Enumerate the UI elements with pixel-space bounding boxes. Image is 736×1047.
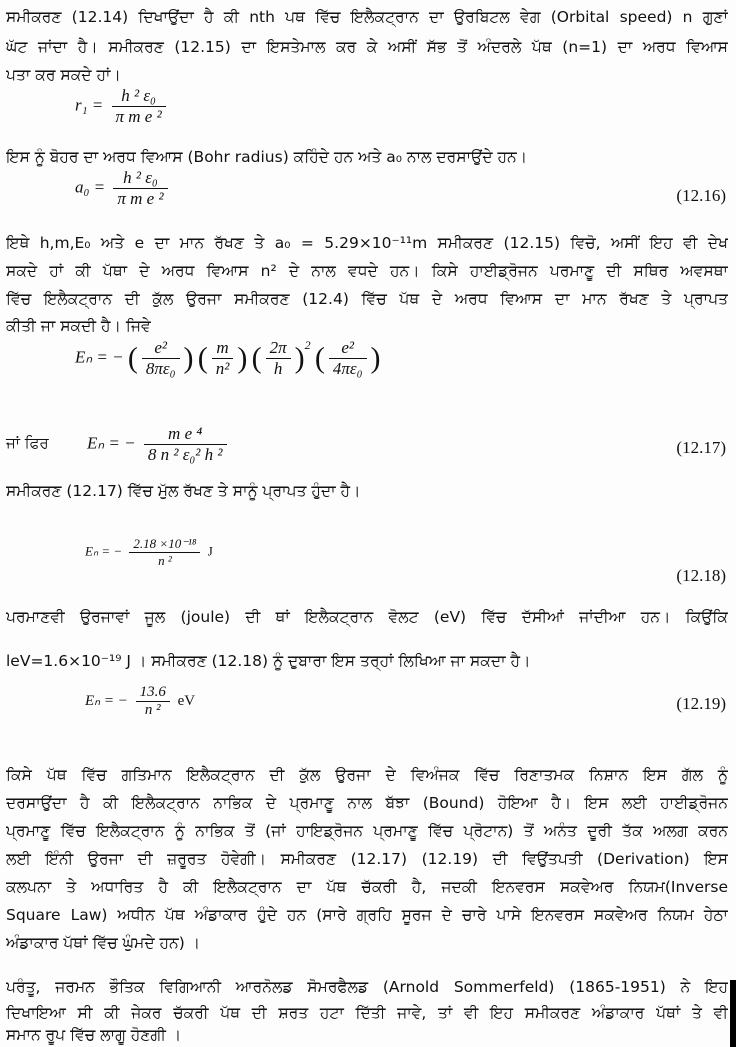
fraction-numerator: 2π	[266, 338, 291, 359]
equation-number-12-17: (12.17)	[676, 438, 726, 457]
fraction-denominator: 8πε₀	[145, 359, 176, 378]
equation-lhs: r₁ =	[75, 95, 104, 115]
equation-a0	[75, 168, 172, 209]
fraction-numerator: h ² ε₀	[112, 86, 166, 107]
fraction-denominator: n ²	[144, 702, 161, 718]
page-edge-shadow	[730, 980, 736, 1047]
equation-en-12-17	[6, 424, 231, 465]
fraction	[266, 338, 291, 379]
equation-lhs: Eₙ = −	[86, 433, 136, 453]
equation-number-12-19: (12.19)	[676, 694, 726, 713]
fraction-numerator: 13.6	[136, 684, 170, 702]
equation-lhs: a₀ =	[75, 177, 106, 197]
paragraph-line-7: ਕੀਤੀ ਜਾ ਸਕਦੀ ਹੈ। ਜਿਵੇ	[6, 317, 151, 335]
paragraph-line-9: ਪਰਮਾਣਵੀ ਉਰਜਾਵਾਂ ਜੂਲ (joule) ਦੀ ਥਾਂ ਇਲੈਕਟ੍ਰਾਨ ਵੋਲਟ (eV) ਵਿੱਚ ਦੱਸੀਆਂ ਜਾਂਦੀਆ ਹਨ। ਕਿਉਂਕਿ	[6, 608, 728, 626]
fraction-denominator: n ²	[158, 553, 172, 568]
fraction	[212, 338, 234, 379]
equation-lhs: Eₙ = −	[75, 347, 124, 367]
fraction	[112, 86, 166, 127]
fraction-denominator: 4πε₀	[332, 359, 363, 378]
fraction-denominator: n²	[215, 359, 230, 378]
fraction	[136, 684, 170, 719]
fraction-denominator: π m e ²	[115, 107, 162, 126]
paragraph-line-4: ਇਥੇ h,m,E₀ ਅਤੇ e ਦਾ ਮਾਨ ਰੱਖਣ ਤੇ a₀ = 5.29×10⁻¹¹m ਸਮੀਕਰਣ (12.15) ਵਿਚੋ, ਅਸੀਂ ਇਹ ਵੀ ਦੇਖ	[6, 234, 728, 252]
paragraph-line-17: ਅੰਡਾਕਾਰ ਪੱਥਾਂ ਵਿੱਚ ਘੁੰਮਦੇ ਹਨ) ।	[6, 934, 201, 952]
paragraph-line-6: ਵਿੱਚ ਇਲੈਕਟ੍ਰਾਨ ਦੀ ਕੁੱਲ ਉਰਜਾ ਸਮੀਕਰਣ (12.4) ਵਿੱਚ ਪੱਥ ਦੇ ਅਰਧ ਵਿਆਸ ਦਾ ਮਾਨ ਰੱਖਣ ਤੇ ਪ੍ਰਾਪਤ	[6, 290, 728, 308]
fraction-denominator: h	[273, 359, 283, 378]
paragraph-line-5: ਸਕਦੇ ਹਾਂ ਕੀ ਪੱਥਾ ਦੇ ਅਰਧ ਵਿਆਸ n² ਦੇ ਨਾਲ ਵਧਦੇ ਹਨ। ਕਿਸੇ ਹਾਈਡ੍ਰੋਜਨ ਪਰਮਾਣੂ ਦੀ ਸਥਿਰ ਅਵਸਥਾ	[6, 262, 728, 280]
fraction	[329, 338, 367, 379]
fraction-numerator: e²	[329, 338, 367, 359]
paragraph-line-14: ਲਈ ਇੰਨੀ ਉਰਜਾ ਦੀ ਜ਼ਰੂਰਤ ਹੋਵੇਗੀ। ਸਮੀਕਰਣ (12.17) (12.19) ਦੀ ਵਿਉਂਤਪਤੀ (Derivation) ਇਸ	[6, 850, 728, 868]
paragraph-line-18: ਪਰੰਤੂ, ਜਰਮਨ ਭੌਤਿਕ ਵਿਗਿਆਨੀ ਆਰਨੋਲਡ ਸੋਮਰਫੈਲਡ (Arnold Sommerfeld) (1865-1951) ਨੇ ਇਹ	[6, 978, 728, 996]
paragraph-line-20: ਸਮਾਨ ਰੂਪ ਵਿੱਚ ਲਾਗੂ ਹੋਣਗੀ ।	[6, 1026, 182, 1044]
unit-label: eV	[177, 692, 196, 709]
paragraph-line-11: ਕਿਸੇ ਪੱਥ ਵਿੱਚ ਗਤਿਮਾਨ ਇਲੈਕਟ੍ਰਾਨ ਦੀ ਕੁੱਲ ਉਰਜਾ ਦੇ ਵਿਅੰਜਕ ਵਿੱਚ ਰਿਣਾਤਮਕ ਨਿਸ਼ਾਨ ਇਸ ਗੱਲ ਨੂੰ	[6, 766, 728, 784]
paragraph-line-2: ਘੱਟ ਜਾਂਦਾ ਹੈ। ਸਮੀਕਰਣ (12.15) ਦਾ ਇਸਤੇਮਾਲ ਕਰ ਕੇ ਅਸੀਂ ਸੱਭ ਤੋਂ ਅੰਦਰਲੇ ਪੱਥ (n=1) ਦਾ ਅਰਧ ਵਿਆਸ	[6, 38, 728, 56]
paragraph-line-bohr-radius: ਇਸ ਨੂੰ ਬੋਹਰ ਦਾ ਅਰਧ ਵਿਆਸ (Bohr radius) ਕਹਿੰਦੇ ਹਨ ਅਤੇ a₀ ਨਾਲ ਦਰਸਾਉਂਦੇ ਹਨ।	[6, 148, 528, 166]
fraction-denominator: 8 n ² ε₀² h ²	[147, 445, 223, 464]
fraction-numerator: e²	[142, 338, 180, 359]
equation-en-joule	[85, 536, 213, 569]
fraction	[129, 536, 200, 569]
paragraph-line-13: ਪ੍ਰਮਾਣੂ ਵਿੱਚ ਇਲੈਕਟ੍ਰਾਨ ਨੂੰ ਨਾਭਿਕ ਤੋਂ (ਜਾਂ ਹਾਇਡ੍ਰੋਜਨ ਪ੍ਰਮਾਣੂ ਵਿੱਚ ਪ੍ਰੋਟਾਨ) ਤੋਂ ਅਨੰਤ ਦੂਰੀ ਤੱਕ ਅਲਗ ਕਰਨ	[6, 822, 728, 840]
equation-prefix: ਜਾਂ ਫਿਰ	[6, 434, 49, 453]
paragraph-line-3: ਪਤਾ ਕਰ ਸਕਦੇ ਹਾਂ।	[6, 66, 121, 84]
unit-label: J	[207, 543, 213, 559]
fraction	[113, 168, 167, 209]
paragraph-line-15: ਕਲਪਨਾ ਤੇ ਅਧਾਰਿਤ ਹੈ ਕੀ ਇਲੈਕਟ੍ਰਾਨ ਦਾ ਪੱਥ ਚੱਕਰੀ ਹੈ, ਜਦਕੀ ਇਨਵਰਸ ਸਕਵੇਅਰ ਨਿਯਮ(Inverse	[6, 878, 728, 896]
paragraph-line-1: ਸਮੀਕਰਣ (12.14) ਦਿਖਾਉਂਦਾ ਹੈ ਕੀ nth ਪਥ ਵਿੱਚ ਇਲੈਕਟ੍ਰਾਨ ਦਾ ਉਰਬਿਟਲ ਵੇਗ (Orbital speed) n ਗੁਣਾਂ	[6, 8, 728, 26]
fraction-numerator: h ² ε₀	[113, 168, 167, 189]
paragraph-line-16: Square Law) ਅਧੀਨ ਪੱਥ ਅੰਡਾਕਾਰ ਹੁੰਦੇ ਹਨ (ਸਾਰੇ ਗ੍ਰਹਿ ਸੂਰਜ ਦੇ ਚਾਰੇ ਪਾਸੇ ਇਨਵਰਸ ਸਕਵੇਅਰ ਨਿਯਮ ਹੇਠਾ	[6, 906, 728, 924]
paragraph-line-19: ਦਿਖਾਇਆ ਸੀ ਕੀ ਜੇਕਰ ਚੱਕਰੀ ਪੱਥ ਦੀ ਸ਼ਰਤ ਹਟਾ ਦਿੱਤੀ ਜਾਵੇ, ਤਾਂ ਵੀ ਇਹ ਸਮੀਕਰਣ ਅੰਡਾਕਾਰ ਪੱਥਾਂ ਤੇ ਵੀ	[6, 1004, 728, 1022]
fraction-numerator: m	[212, 338, 234, 359]
exponent: 2	[304, 338, 311, 352]
paragraph-line-10: leV=1.6×10⁻¹⁹ J । ਸਮੀਕਰਣ (12.18) ਨੂੰ ਦੁਬਾਰਾ ਇਸ ਤਰ੍ਹਾਂ ਲਿਖਿਆ ਜਾ ਸਕਦਾ ਹੈ।	[6, 652, 531, 670]
equation-en-ev	[85, 684, 195, 719]
fraction-numerator: m e ⁴	[144, 424, 227, 445]
equation-lhs: Eₙ = −	[85, 543, 123, 559]
fraction	[144, 424, 227, 465]
fraction-numerator: 2.18 ×10⁻¹⁸	[129, 536, 200, 553]
equation-number-12-18: (12.18)	[676, 566, 726, 585]
equation-en-full: Eₙ = − ( $\frac{\text{e²}}{\text{8πε₀}}$ ) ( $\frac{m}{\text{n²}}$ ) ( $\frac{2\pi}{h}$ )$^2$ ( $\frac{\text{e²}}{\text{4πε₀}}$ )	[75, 338, 381, 378]
equation-bohr-radius-r1	[75, 86, 170, 127]
equation-lhs: Eₙ = −	[85, 692, 128, 709]
paragraph-line-8: ਸਮੀਕਰਣ (12.17) ਵਿੱਚ ਮੁੱਲ ਰੱਖਣ ਤੇ ਸਾਨੂੰ ਪ੍ਰਾਪਤ ਹੁੰਦਾ ਹੈ।	[6, 482, 361, 500]
fraction	[142, 338, 180, 379]
fraction-denominator: π m e ²	[117, 189, 164, 208]
equation-number-12-16: (12.16)	[676, 186, 726, 205]
paragraph-line-12: ਦਰਸਾਉਂਦਾ ਹੈ ਕੀ ਇਲੈਕਟ੍ਰਾਨ ਨਾਭਿਕ ਦੇ ਪ੍ਰਮਾਣੂ ਨਾਲ ਬੱਝਾ (Bound) ਹੋਇਆ ਹੈ। ਇਸ ਲਈ ਹਾਈਡ੍ਰੋਜਨ	[6, 794, 728, 812]
